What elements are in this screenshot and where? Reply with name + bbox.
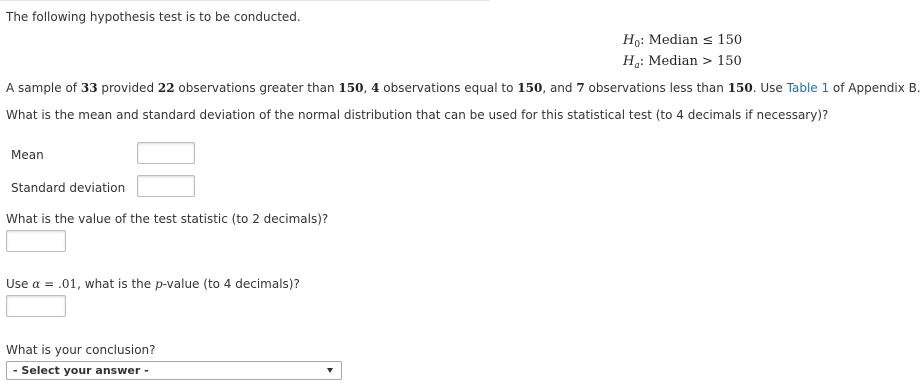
table-1-link[interactable]: Table 1 xyxy=(786,81,830,95)
sample-description: A sample of 33 provided 22 observations greater than 150, 4 observations equal to 150, and 7 observations less than 150. Use Table 1 of Appendix B. xyxy=(6,81,921,95)
sd-label: Standard deviation xyxy=(11,181,126,195)
conclusion-select-value: - Select your answer - xyxy=(13,364,149,377)
question-mean-sd: What is the mean and standard deviation of the normal distribution that can be used for this statistical test (to 4 decimals if necessary)? xyxy=(6,108,829,122)
intro-text: The following hypothesis test is to be conducted. xyxy=(6,10,301,24)
null-hypothesis: $H_0$: Median ≤ 150 xyxy=(623,33,743,50)
question-test-statistic: What is the value of the test statistic (to 2 decimals)? xyxy=(6,212,329,226)
p-value-input[interactable] xyxy=(6,295,66,317)
question-conclusion: What is your conclusion? xyxy=(6,343,156,357)
question-p-value: Use α = .01, what is the p-value (to 4 decimals)? xyxy=(6,277,300,291)
chevron-down-icon xyxy=(327,368,333,373)
top-divider xyxy=(0,0,490,1)
test-statistic-input[interactable] xyxy=(6,230,66,252)
mean-input[interactable] xyxy=(137,142,195,164)
alternative-hypothesis: $H_a$: Median > 150 xyxy=(623,54,742,71)
mean-label: Mean xyxy=(11,148,44,162)
conclusion-select[interactable] xyxy=(6,361,342,380)
sd-input[interactable] xyxy=(137,175,195,197)
